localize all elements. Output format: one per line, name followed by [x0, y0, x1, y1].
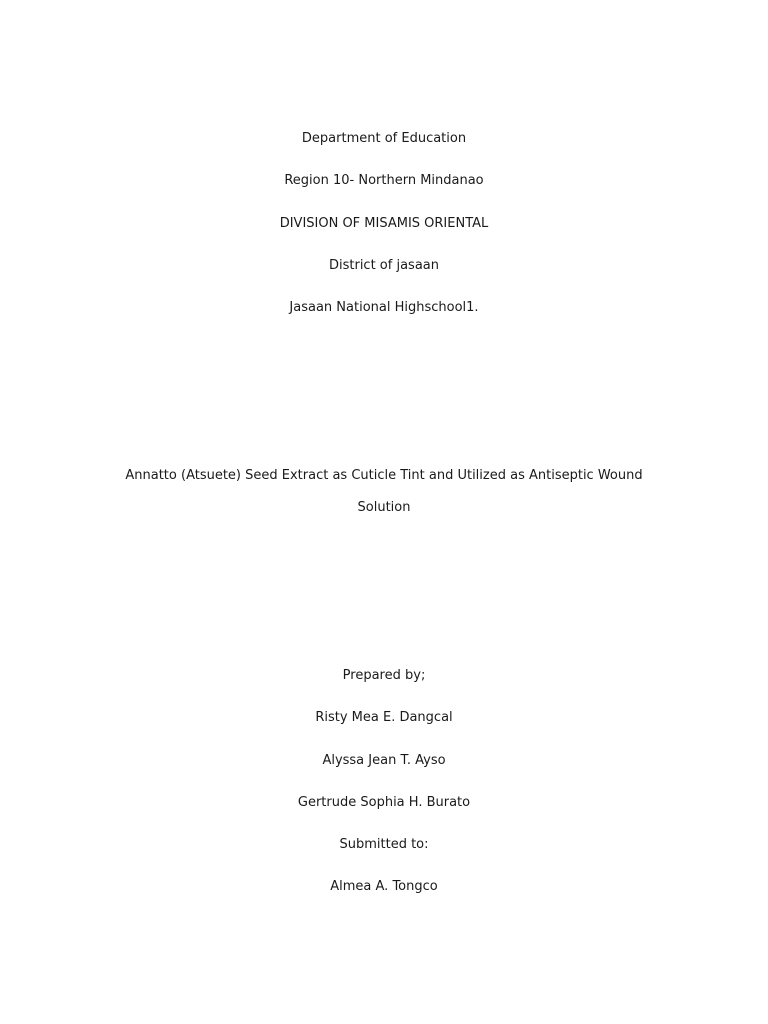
- region-line: Region 10- Northern Mindanao: [284, 173, 484, 188]
- district-line: District of jasaan: [328, 258, 439, 273]
- submitted-to-name: Almea A. Tongco: [330, 879, 438, 894]
- author-2: Alyssa Jean T. Ayso: [322, 753, 446, 768]
- school-line: Jasaan National Highschool1.: [289, 300, 479, 315]
- submitted-to-label: Submitted to:: [339, 837, 429, 852]
- title-line-2: Solution: [357, 500, 411, 515]
- author-3: Gertrude Sophia H. Burato: [297, 795, 471, 810]
- author-1: Risty Mea E. Dangcal: [315, 710, 453, 725]
- prepared-by-label: Prepared by;: [342, 668, 426, 683]
- department-line: Department of Education: [301, 131, 467, 146]
- division-line: DIVISION OF MISAMIS ORIENTAL: [279, 216, 489, 231]
- title-line-1: Annatto (Atsuete) Seed Extract as Cuticle Tint and Utilized as Antiseptic Wound: [125, 468, 643, 483]
